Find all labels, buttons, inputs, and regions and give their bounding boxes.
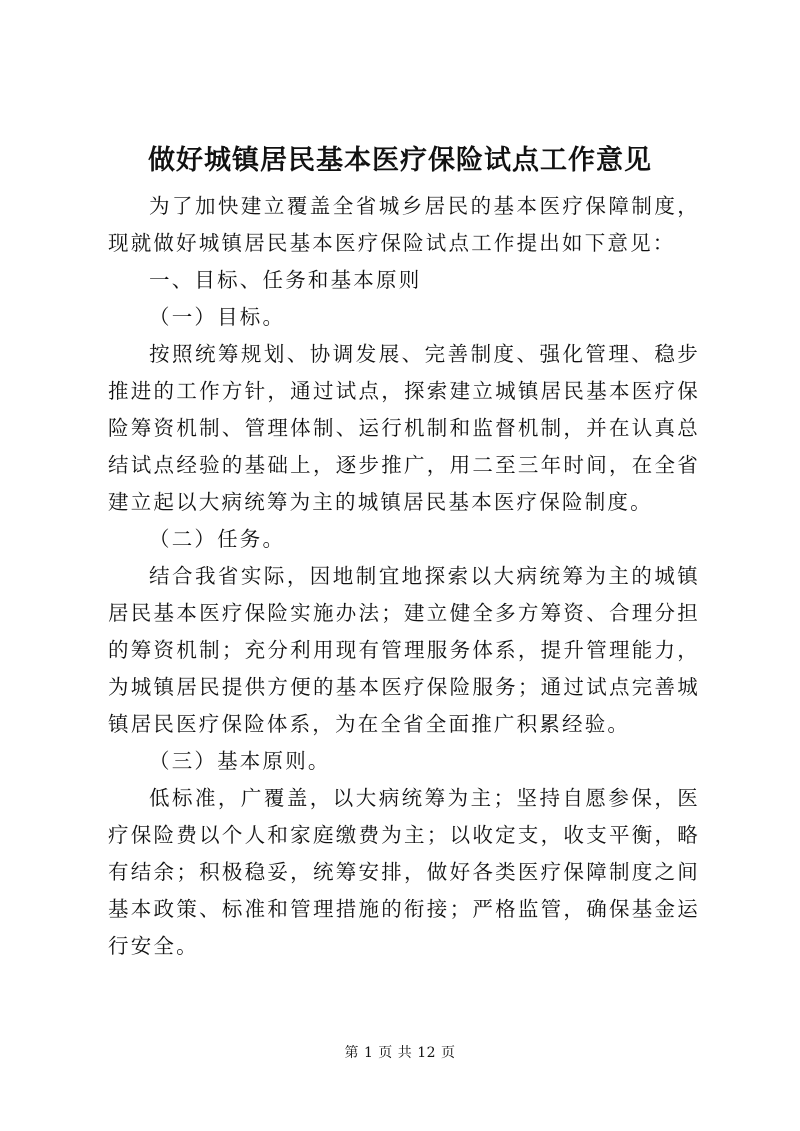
paragraph-principles: 低标准，广覆盖，以大病统筹为主；坚持自愿参保，医疗保险费以个人和家庭缴费为主；以收定支，收支平衡，略有结余；积极稳妥，统筹安排，做好各类医疗保障制度之间基本政策、标准和管理措施的衔接；严格监管，确保基金运行安全。 (108, 786, 700, 958)
paragraph-task: 结合我省实际，因地制宜地探索以大病统筹为主的城镇居民基本医疗保险实施办法；建立健全多方筹资、合理分担的筹资机制；充分利用现有管理服务体系，提升管理能力，为城镇居民提供方便的基本医疗保险服务；通过试点完善城镇居民医疗保险体系，为在全省全面推广积累经验。 (108, 564, 700, 736)
subsection-heading-goal: （一）目标。 (149, 305, 286, 329)
page-footer: 第 1 页 共 12 页 (344, 1045, 456, 1061)
paragraph-intro: 为了加快建立覆盖全省城乡居民的基本医疗保障制度，现就做好城镇居民基本医疗保险试点工作提出如下意见： (108, 194, 700, 255)
document-title: 做好城镇居民基本医疗保险试点工作意见 (148, 145, 652, 176)
subsection-heading-task: （二）任务。 (149, 527, 286, 551)
section-heading-1: 一、目标、任务和基本原则 (149, 268, 422, 292)
paragraph-goal: 按照统筹规划、协调发展、完善制度、强化管理、稳步推进的工作方针，通过试点，探索建立城镇居民基本医疗保险筹资机制、管理体制、运行机制和监督机制，并在认真总结试点经验的基础上，逐步推广，用二至三年时间，在全省建立起以大病统筹为主的城镇居民基本医疗保险制度。 (108, 342, 700, 514)
document-body (108, 188, 700, 965)
subsection-heading-principles: （三）基本原则。 (149, 749, 331, 773)
